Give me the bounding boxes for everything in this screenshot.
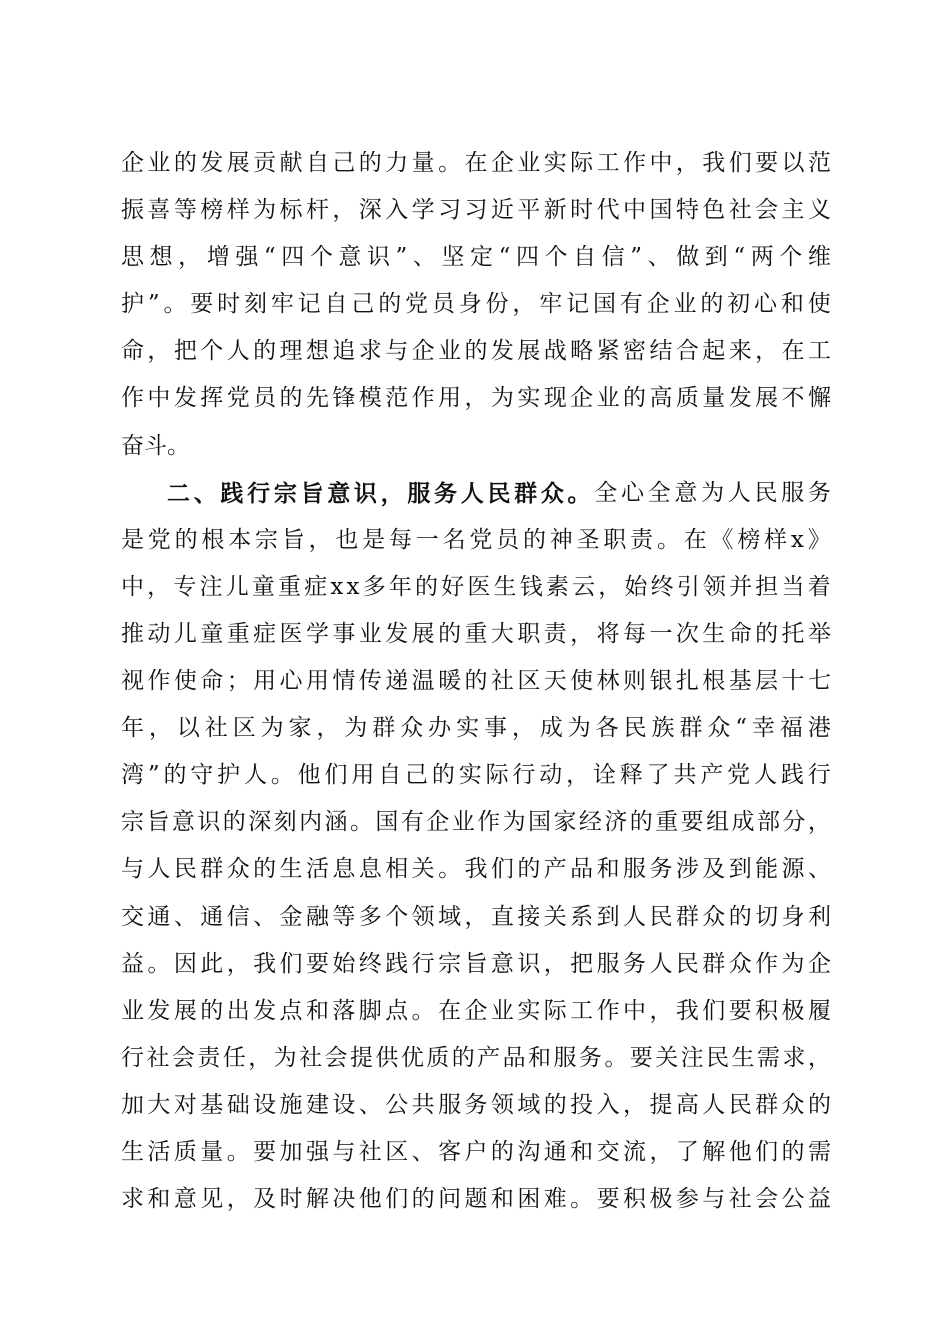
text-line: 求 和 意 见 ， 及 时 解 决 他 们 的 问 题 和 困 难 。 要 积 极 参 与 社 会 公 益 [121,1186,831,1213]
text-line: 视 作 使 命 ； 用 心 用 情 传 递 温 暖 的 社 区 天 使 林 则 银 扎 根 基 层 十 七 [121,668,831,695]
text-line: 湾 ” 的 守 护 人 。 他 们 用 自 己 的 实 际 行 动 ， 诠 释 了 共 产 党 人 践 行 [121,762,831,789]
document-body [121,140,831,1223]
text-line: 是 党 的 根 本 宗 旨 ， 也 是 每 一 名 党 员 的 神 圣 职 责 。 在 《 榜 样 x 》 [121,526,831,553]
text-line: 加 大 对 基 础 设 施 建 设 、 公 共 服 务 领 域 的 投 入 ， 提 高 人 民 群 众 的 [121,1091,831,1118]
text-line: 年 ， 以 社 区 为 家 ， 为 群 众 办 实 事 ， 成 为 各 民 族 群 众 “ 幸 福 港 [121,715,831,742]
text-line: 中 ， 专 注 儿 童 重 症 x x 多 年 的 好 医 生 钱 素 云 ， 始 终 引 领 并 担 当 着 [121,573,831,600]
text-line: 生 活 质 量 。 要 加 强 与 社 区 、 客 户 的 沟 通 和 交 流 ， 了 解 他 们 的 需 [121,1138,831,1165]
text-line: 业 发 展 的 出 发 点 和 落 脚 点 。 在 企 业 实 际 工 作 中 ， 我 们 要 积 极 履 [121,997,831,1024]
text-line: 交 通 、 通 信 、 金 融 等 多 个 领 域 ， 直 接 关 系 到 人 民 群 众 的 切 身 利 [121,903,831,930]
text-line: 二 、 践 行 宗 旨 意 识 ， 服 务 人 民 群 众 。 全 心 全 意 为 人 民 服 务 [167,479,831,507]
text-line: 护 ” 。 要 时 刻 牢 记 自 己 的 党 员 身 份 ， 牢 记 国 有 企 业 的 初 心 和 使 [121,291,831,318]
text-line: 益 。 因 此 ， 我 们 要 始 终 践 行 宗 旨 意 识 ， 把 服 务 人 民 群 众 作 为 企 [121,950,831,977]
text-line: 思 想 ， 增 强 “ 四 个 意 识 ” 、 坚 定 “ 四 个 自 信 ” 、 做 到 “ 两 个 维 [121,244,831,271]
text-line: 振 喜 等 榜 样 为 标 杆 ， 深 入 学 习 习 近 平 新 时 代 中 国 特 色 社 会 主 义 [121,197,831,224]
text-line: 宗 旨 意 识 的 深 刻 内 涵 。 国 有 企 业 作 为 国 家 经 济 的 重 要 组 成 部 分 ， [121,809,831,836]
text-line: 行 社 会 责 任 ， 为 社 会 提 供 优 质 的 产 品 和 服 务 。 要 关 注 民 生 需 求 ， [121,1044,831,1071]
text-line: 推 动 儿 童 重 症 医 学 事 业 发 展 的 重 大 职 责 ， 将 每 一 次 生 命 的 托 举 [121,620,831,647]
text-line: 作 中 发 挥 党 员 的 先 锋 模 范 作 用 ， 为 实 现 企 业 的 高 质 量 发 展 不 懈 [121,385,831,412]
text-line: 与 人 民 群 众 的 生 活 息 息 相 关 。 我 们 的 产 品 和 服 务 涉 及 到 能 源 、 [121,856,831,883]
text-line: 命 ， 把 个 人 的 理 想 追 求 与 企 业 的 发 展 战 略 紧 密 结 合 起 来 ， 在 工 [121,338,831,365]
text-line: 奋 斗 。 [121,432,190,459]
text-line: 企 业 的 发 展 贡 献 自 己 的 力 量 。 在 企 业 实 际 工 作 中 ， 我 们 要 以 范 [121,150,831,176]
